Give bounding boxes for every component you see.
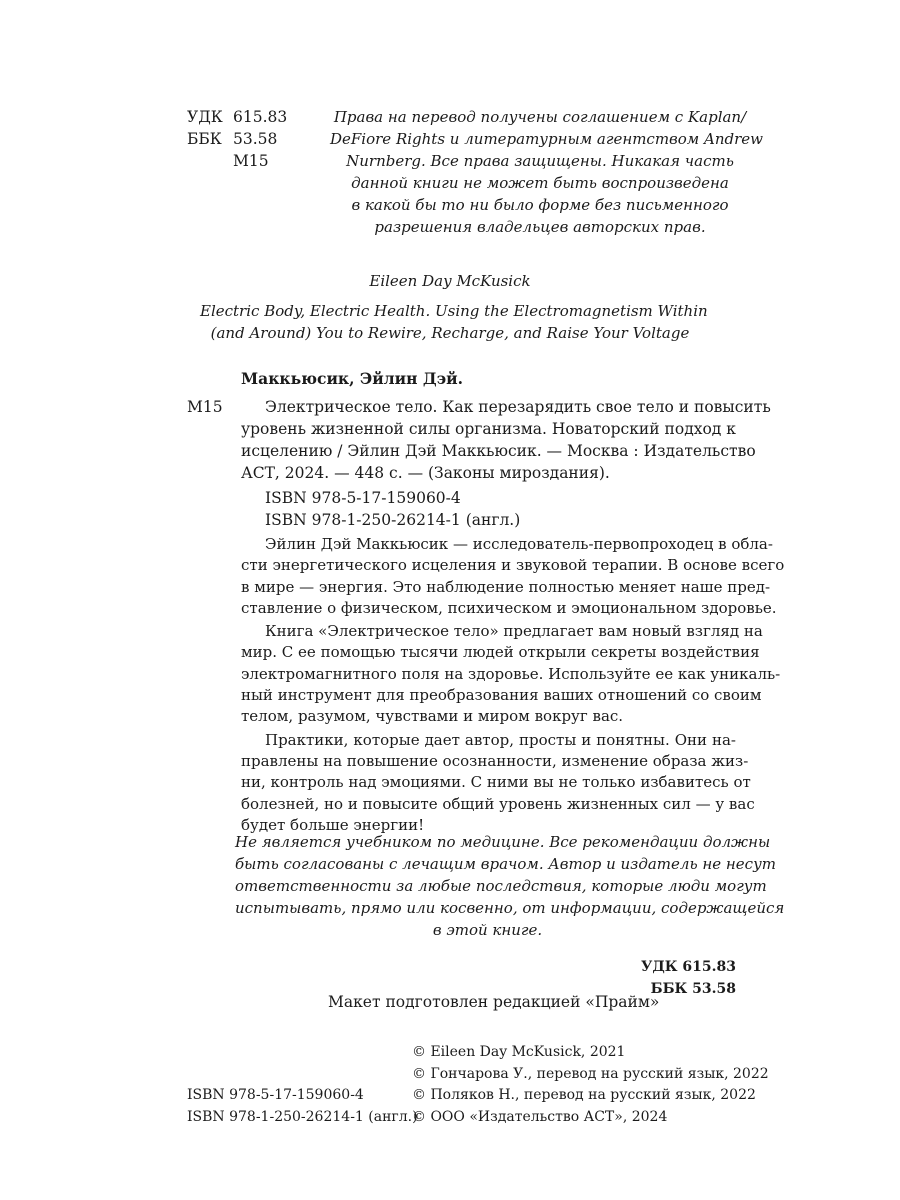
bbk-label: ББК bbox=[187, 130, 222, 148]
original-author: Eileen Day McKusick bbox=[369, 272, 531, 290]
disclaimer-line: ответственности за любые последствия, которые люди могут bbox=[235, 877, 767, 895]
copyright-line: © Поляков Н., перевод на русский язык, 2022 bbox=[412, 1085, 769, 1107]
rights-notice bbox=[330, 106, 763, 238]
prepared-by: Макет подготовлен редакцией «Прайм» bbox=[328, 993, 660, 1011]
medical-disclaimer bbox=[235, 831, 785, 941]
copyright-line: © Eileen Day McKusick, 2021 bbox=[412, 1042, 769, 1064]
catalog-heading: Маккьюсик, Эйлин Дэй. bbox=[241, 369, 464, 388]
isbn-line: ISBN 978-1-250-26214-1 (англ.) bbox=[265, 511, 521, 529]
annotation-line: телом, разумом, чувствами и миром вокруг вас. bbox=[241, 707, 624, 726]
annotation-line: будет больше энергии! bbox=[241, 815, 425, 834]
annotation-line: Эйлин Дэй Маккьюсик — исследователь-первопроходец в обла- bbox=[265, 535, 773, 553]
catalog-code: М15 bbox=[187, 398, 223, 416]
catalog-line: уровень жизненной силы организма. Новаторский подход к bbox=[241, 420, 736, 438]
disclaimer-line: в этой книге. bbox=[432, 921, 543, 939]
author-mark: М15 bbox=[233, 152, 269, 170]
rights-line: Nurnberg. Все права защищены. Никакая часть bbox=[346, 152, 734, 170]
catalog-line: Электрическое тело. Как перезарядить свое тело и повысить bbox=[265, 398, 771, 416]
annotation-line: Книга «Электрическое тело» предлагает вам новый взгляд на bbox=[265, 622, 763, 641]
rights-line: DeFiore Rights и литературным агентством Andrew bbox=[330, 130, 763, 148]
disclaimer-line: быть согласованы с лечащим врачом. Автор и издатель не несут bbox=[235, 855, 776, 873]
annotation-line: электромагнитного поля на здоровье. Используйте ее как уникаль- bbox=[241, 664, 781, 683]
footer-isbn-line: ISBN 978-1-250-26214-1 (англ.) bbox=[187, 1108, 418, 1125]
annotation-line: ный инструмент для преобразования ваших отношений со своим bbox=[241, 686, 762, 705]
udk-row bbox=[187, 106, 287, 128]
udk-label: УДК bbox=[187, 108, 223, 126]
annotation-line: правлены на повышение осознанности, изменение образа жиз- bbox=[241, 751, 749, 770]
original-edition bbox=[200, 270, 708, 344]
footer-isbn-line: ISBN 978-5-17-159060-4 bbox=[187, 1087, 364, 1103]
annotation-line: в мире — энергия. Это наблюдение полностью меняет наше пред- bbox=[241, 577, 771, 596]
annotation-line: сти энергетического исцеления и звуковой терапии. В основе всего bbox=[241, 556, 785, 575]
original-title-line: (and Around) You to Rewire, Recharge, and Raise Your Voltage bbox=[210, 324, 690, 342]
udk-value: 615.83 bbox=[233, 108, 288, 126]
original-title-line: Electric Body, Electric Health. Using the Electromagnetism Within bbox=[200, 302, 708, 320]
author-mark-row bbox=[187, 150, 287, 172]
footer-isbn-list bbox=[187, 1085, 418, 1128]
disclaimer-line: Не является учебником по медицине. Все рекомендации должны bbox=[235, 833, 771, 851]
annotation-line: ни, контроль над эмоциями. С ними вы не только избавитесь от bbox=[241, 773, 751, 792]
annotation-line: ставление о физическом, психическом и эмоциональном здоровье. bbox=[241, 598, 777, 617]
rights-line: данной книги не может быть воспроизведена bbox=[351, 174, 729, 192]
catalog-line: исцелению / Эйлин Дэй Маккьюсик. — Москва : Издательство bbox=[241, 442, 756, 460]
annotation-line: болезней, но и повысите общий уровень жизненных сил — у вас bbox=[241, 794, 755, 813]
rights-line: Права на перевод получены соглашением с Kaplan/ bbox=[333, 108, 747, 126]
footer-udk: УДК 615.83 bbox=[641, 959, 736, 975]
bbk-row bbox=[187, 128, 287, 150]
annotation-line: мир. С ее помощью тысячи людей открыли секреты воздействия bbox=[241, 643, 760, 662]
copyright-line: © ООО «Издательство АСТ», 2024 bbox=[412, 1107, 769, 1129]
copyright-line: © Гончарова У., перевод на русский язык, 2022 bbox=[412, 1064, 769, 1086]
isbn-line: ISBN 978-5-17-159060-4 bbox=[265, 489, 461, 507]
copyright-list bbox=[412, 1042, 769, 1128]
annotation-line: Практики, которые дает автор, просты и понятны. Они на- bbox=[265, 730, 736, 749]
footer-bbk: ББК 53.58 bbox=[650, 981, 736, 997]
catalog-description bbox=[241, 396, 771, 484]
catalog-line: АСТ, 2024. — 448 с. — (Законы мироздания). bbox=[241, 464, 610, 482]
disclaimer-line: испытывать, прямо или косвенно, от информации, содержащейся bbox=[235, 899, 785, 917]
classification-codes bbox=[187, 106, 287, 172]
bbk-value: 53.58 bbox=[233, 130, 278, 148]
catalog-isbn-list bbox=[265, 487, 520, 531]
rights-line: разрешения владельцев авторских прав. bbox=[374, 218, 706, 236]
rights-line: в какой бы то ни было форме без письменного bbox=[351, 196, 729, 214]
annotation bbox=[241, 534, 785, 836]
